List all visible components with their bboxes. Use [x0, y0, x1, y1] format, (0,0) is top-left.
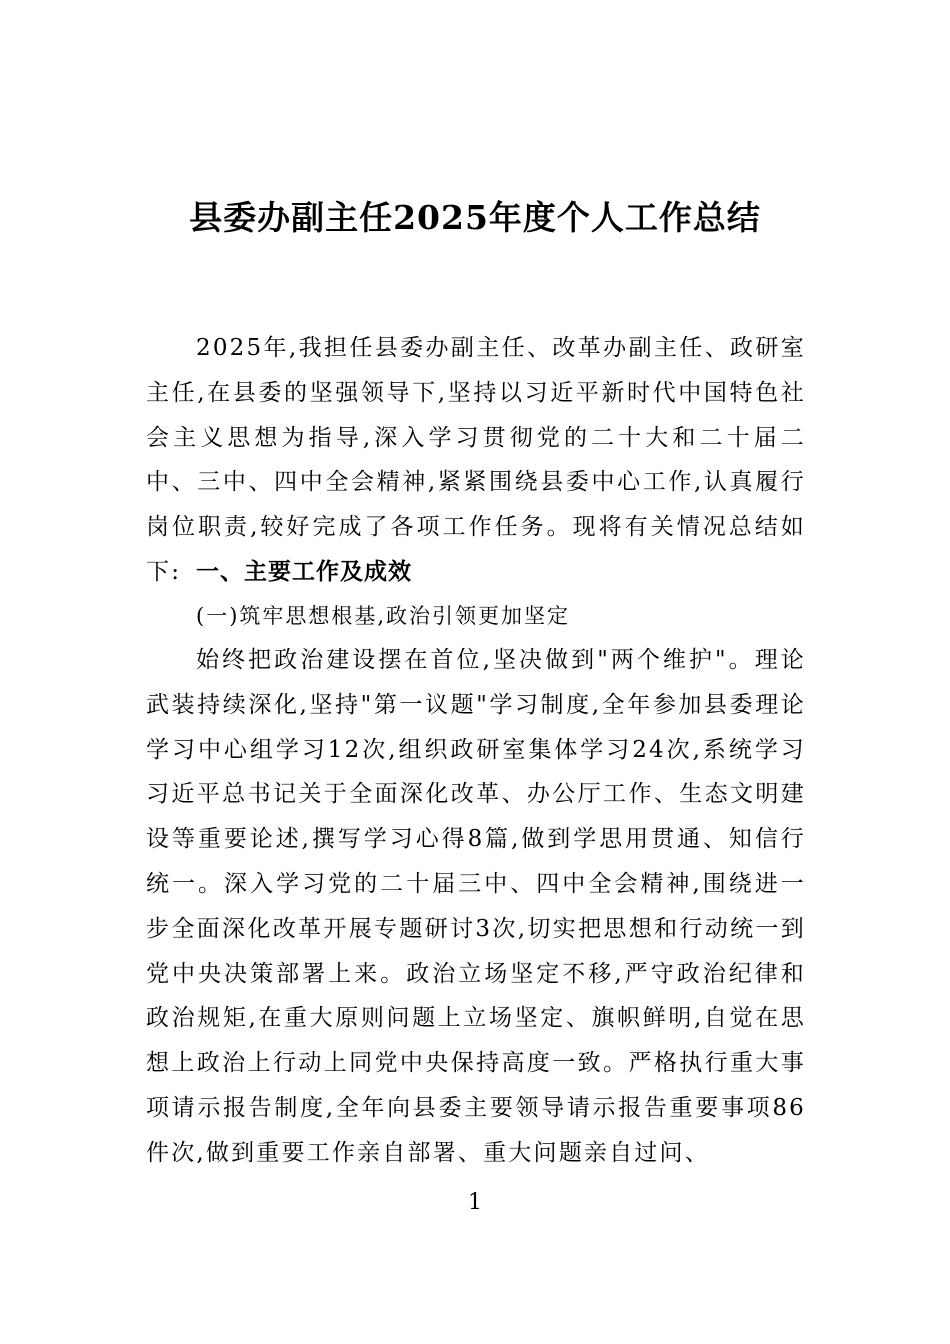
intro-paragraph: 2025年,我担任县委办副主任、改革办副主任、政研室主任,在县委的坚强领导下,坚持以习近平新时代中国特色社会主义思想为指导,深入学习贯彻党的二十大和二十届二中、三中、四中全会精神,紧紧围绕县委中心工作,认真履行岗位职责,较好完成了各项工作任务。现将有关情况总结如下: — [146, 335, 806, 585]
body-paragraph: 始终把政治建设摆在首位,坚决做到"两个维护"。理论武装持续深化,坚持"第一议题"学习制度,全年参加县委理论学习中心组学习12次,组织政研室集体学习24次,系统学习习近平总书记关于全面深化改革、办公厅工作、生态文明建设等重要论述,撰写学习心得8篇,做到学思用贯通、知信行统一。深入学习党的二十届三中、四中全会精神,围绕进一步全面深化改革开展专题研讨3次,切实把思想和行动统一到党中央决策部署上来。政治立场坚定不移,严守政治纪律和政治规矩,在重大原则问题上立场坚定、旗帜鲜明,自觉在思想上政治上行动上同党中央保持高度一致。严格执行重大事项请示报告制度,全年向县委主要领导请示报告重要事项86件次,做到重要工作亲自部署、重大问题亲自过问、 — [146, 647, 806, 1166]
page-number: 1 — [468, 1190, 482, 1215]
document-title: 县委办副主任2025年度个人工作总结 — [189, 198, 761, 237]
subsection-heading: (一)筑牢思想根基,政治引领更加坚定 — [196, 604, 571, 628]
section-heading: 一、主要工作及成效 — [196, 559, 412, 585]
